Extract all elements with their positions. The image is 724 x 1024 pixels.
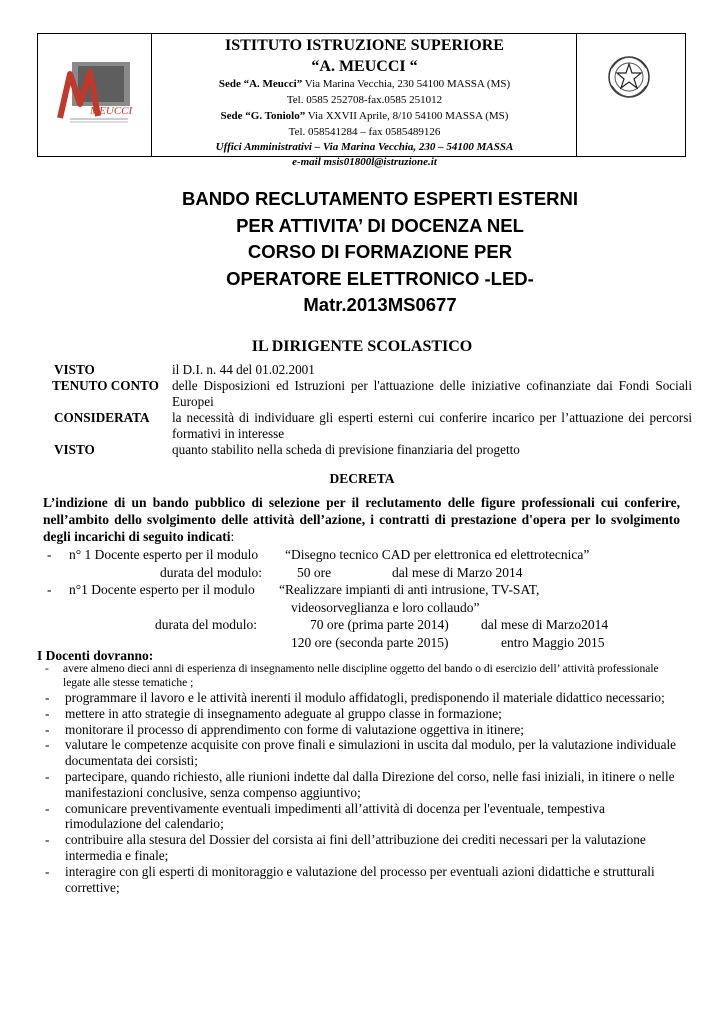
duration-period: entro Maggio 2015 xyxy=(501,634,605,650)
task-item xyxy=(43,722,683,738)
task-item xyxy=(43,801,683,833)
title-line: PER ATTIVITA’ DI DOCENZA NEL xyxy=(236,214,524,236)
school-logo-cell xyxy=(38,34,152,156)
module-1-line xyxy=(43,546,683,564)
premise-row xyxy=(52,442,692,458)
sede1-tel: Tel. 0585 252708-fax.0585 251012 xyxy=(286,94,443,106)
premise-key: TENUTO CONTO xyxy=(52,378,159,393)
logo-text: MEUCCI xyxy=(90,105,133,117)
meucci-logo xyxy=(56,56,136,126)
module-1-duration xyxy=(43,564,683,582)
premise-row xyxy=(52,378,692,410)
dirigente-heading: IL DIRIGENTE SCOLASTICO xyxy=(251,338,473,355)
duration-period: dal mese di Marzo2014 xyxy=(481,617,609,632)
task-text: programmare il lavoro e le attività inerenti il modulo affidatogli, predisponendo il materiale didattico necessario; xyxy=(65,690,665,705)
module-dash: - xyxy=(47,582,52,597)
sede1-label: Sede “A. Meucci” xyxy=(218,78,303,90)
sede1-address: Via Marina Vecchia, 230 54100 MASSA (MS) xyxy=(302,78,511,90)
document-title xyxy=(120,186,640,319)
offices-address: Uffici Amministrativi – Via Marina Vecchia, 230 – 54100 MASSA xyxy=(215,141,514,153)
premise-key: VISTO xyxy=(54,362,95,377)
duration-period: dal mese di Marzo 2014 xyxy=(392,564,523,580)
task-text: partecipare, quando richiesto, alle riunioni indette dal dalla Direzione del corso, nelle fasi iniziali, in itinere o nelle manifestazioni conclusive, senza compenso aggiuntivo; xyxy=(65,768,675,800)
docenti-tasks-list xyxy=(43,663,683,895)
task-item xyxy=(43,663,683,690)
module-2-name: “Realizzare impianti di anti intrusione, TV-SAT, xyxy=(279,582,540,597)
premise-row xyxy=(52,410,692,442)
module-2-line-cont xyxy=(43,599,683,617)
task-dash: - xyxy=(45,768,50,784)
module-2-label: n°1 Docente esperto per il modulo xyxy=(69,582,255,597)
task-dash: - xyxy=(45,690,50,705)
intro-text: L’indizione di un bando pubblico di selezione per il reclutamento delle figure professionali cui conferire, nell’ambito dello svolgimento delle attività dell’azione, i contratti di prestazione d'opera per lo svolgimento degli incarichi di seguito indicati xyxy=(43,495,680,544)
task-text: comunicare preventivamente eventuali impedimenti all’attività di docenza per l'eventuale, tempestiva rimodulazione del calendario; xyxy=(65,800,605,832)
school-type: ISTITUTO ISTRUZIONE SUPERIORE xyxy=(225,37,504,54)
task-text: contribuire alla stesura del Dossier del corsista ai fini dell’attribuzione dei crediti necessari per la valutazione intermedia e finale; xyxy=(65,832,646,863)
premise-row xyxy=(52,362,692,378)
module-1-name: “Disegno tecnico CAD per elettronica ed elettrotecnica” xyxy=(285,547,590,562)
sede2-line xyxy=(152,108,577,124)
task-item xyxy=(43,769,683,801)
task-text: mettere in atto strategie di insegnamento adeguate al gruppo classe in formazione; xyxy=(65,705,502,721)
decreta-heading: DECRETA xyxy=(329,471,395,486)
task-item xyxy=(43,737,683,769)
module-dash: - xyxy=(47,547,52,562)
intro-paragraph xyxy=(43,494,680,545)
italian-emblem-icon xyxy=(604,52,654,102)
task-text: valutare le competenze acquisite con prove finali e simulazioni in uscita dal modulo, per la valutazione individuale documentata dei corsisti; xyxy=(65,737,677,769)
premise-value: il D.I. n. 44 del 01.02.2001 xyxy=(172,362,315,377)
task-dash: - xyxy=(45,663,49,675)
letterhead xyxy=(37,33,686,168)
task-dash: - xyxy=(45,863,50,879)
docenti-heading: I Docenti dovranno: xyxy=(37,648,154,663)
module-2-name-cont: videosorveglianza e loro collaudo” xyxy=(291,599,480,615)
duration-value: 50 ore xyxy=(297,564,332,580)
sede1-line xyxy=(152,76,577,92)
letterhead-text xyxy=(152,34,577,168)
module-2-duration-1 xyxy=(43,616,683,634)
task-dash: - xyxy=(45,737,50,753)
task-item xyxy=(43,690,683,706)
duration-value: 120 ore (seconda parte 2015) xyxy=(291,634,449,650)
premise-key: CONSIDERATA xyxy=(54,410,150,425)
school-name: “A. MEUCCI “ xyxy=(311,58,418,75)
intro-colon: : xyxy=(230,529,235,544)
task-item xyxy=(43,832,683,864)
republic-seal-cell xyxy=(576,34,685,156)
task-item xyxy=(43,706,683,722)
module-2-line xyxy=(43,581,683,599)
task-text: monitorare il processo di apprendimento con forme di valutazione oggettiva in itinere; xyxy=(65,721,524,737)
task-text: interagire con gli esperti di monitoraggio e valutazione del processo per eventuali azioni didattiche e strutturali correttive; xyxy=(65,863,655,895)
premises-list xyxy=(52,362,692,458)
sede2-tel: Tel. 058541284 – fax 0585489126 xyxy=(288,126,441,138)
premise-value: la necessità di individuare gli esperti esterni cui conferire incarico per l’attuazione dei percorsi formativi in interesse xyxy=(172,410,692,441)
task-dash: - xyxy=(45,705,50,721)
title-line: CORSO DI FORMAZIONE PER xyxy=(247,241,513,262)
task-dash: - xyxy=(45,721,50,737)
sede2-address: Via XXVII Aprile, 8/10 54100 MASSA (MS) xyxy=(305,110,509,122)
task-text: avere almeno dieci anni di esperienza di insegnamento nelle discipline oggetto del bando o di esercizio dell’ attività professionale legate alle stesse tematiche ; xyxy=(63,663,659,689)
modules-list xyxy=(43,546,683,651)
task-item xyxy=(43,864,683,896)
duration-value: 70 ore (prima parte 2014) xyxy=(310,617,449,632)
task-dash: - xyxy=(45,800,50,816)
title-line: OPERATORE ELETTRONICO -LED- xyxy=(226,267,534,289)
premise-value: quanto stabilito nella scheda di previsione finanziaria del progetto xyxy=(172,442,520,457)
premise-key: VISTO xyxy=(54,442,95,457)
premise-value: delle Disposizioni ed Istruzioni per l'attuazione delle iniziative cofinanziate dai Fondi Sociali Europei xyxy=(172,378,692,409)
sede2-label: Sede “G. Toniolo” xyxy=(220,110,306,122)
title-line: BANDO RECLUTAMENTO ESPERTI ESTERNI xyxy=(181,188,579,209)
title-line: Matr.2013MS0677 xyxy=(303,294,457,315)
duration-label: durata del modulo: xyxy=(160,564,262,580)
module-1-label: n° 1 Docente esperto per il modulo xyxy=(69,547,259,562)
duration-label: durata del modulo: xyxy=(155,617,257,632)
task-dash: - xyxy=(45,832,50,848)
email-link[interactable]: e-mail msis01800l@istruzione.it xyxy=(292,156,437,168)
